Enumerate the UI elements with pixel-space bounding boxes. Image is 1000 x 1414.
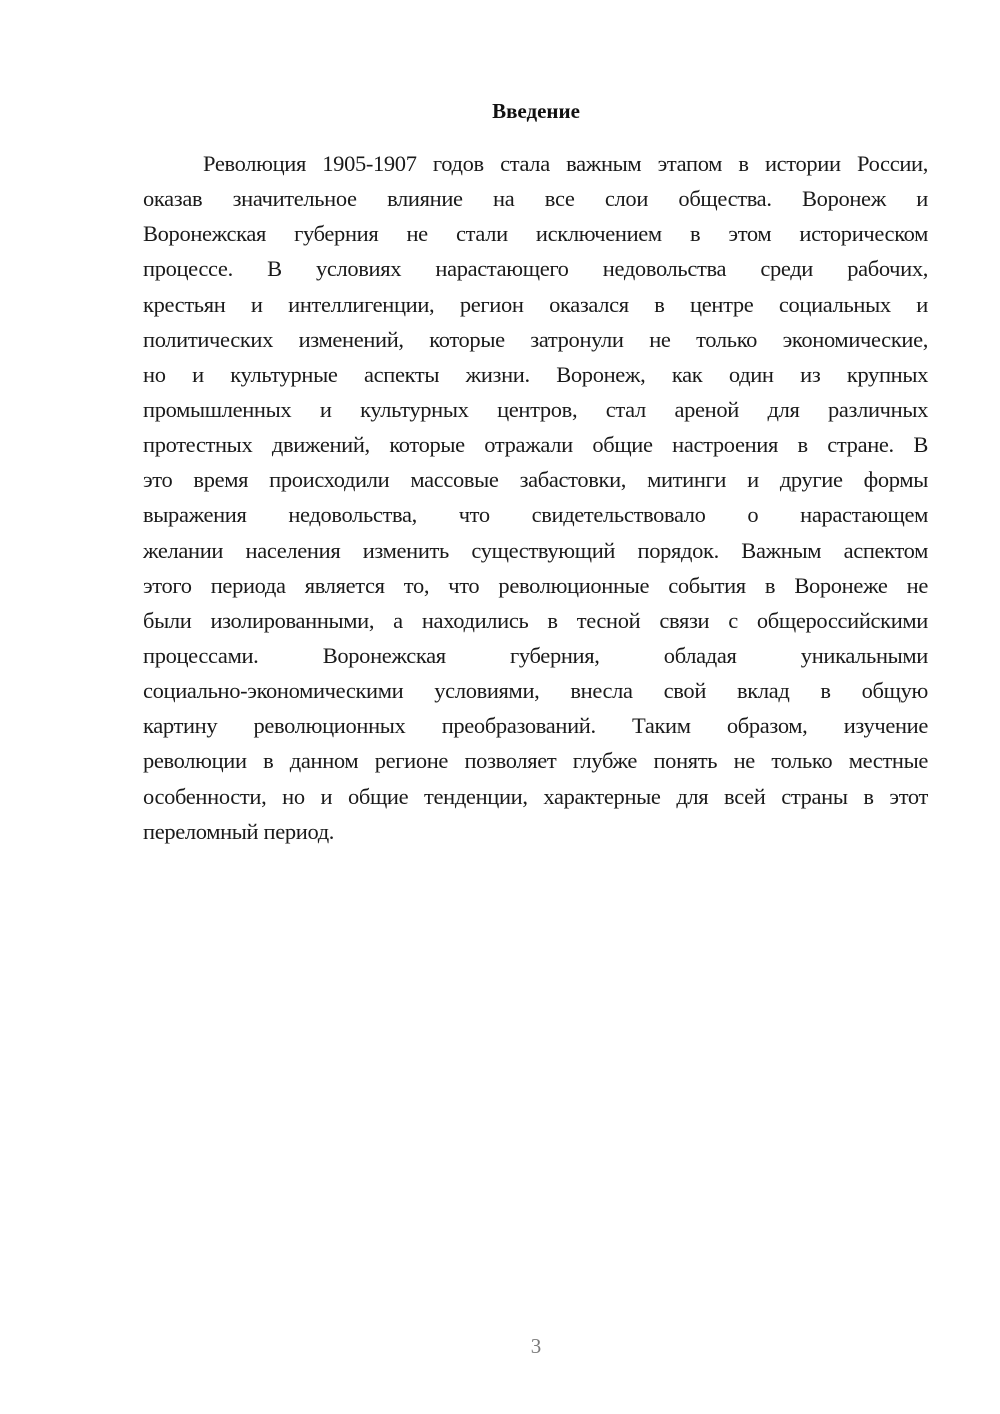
paragraph-line: но и культурные аспекты жизни. Воронеж, как один из крупных <box>143 361 928 387</box>
page-number: 3 <box>530 1334 542 1358</box>
paragraph-line: процессами. Воронежская губерния, обладая уникальными <box>143 642 928 668</box>
paragraph-line: переломный период. <box>143 818 335 844</box>
paragraph-line: крестьян и интеллигенции, регион оказался в центре социальных и <box>143 291 928 317</box>
paragraph-line: были изолированными, а находились в тесной связи с общероссийскими <box>143 607 928 633</box>
paragraph-line: протестных движений, которые отражали общие настроения в стране. В <box>143 432 928 458</box>
introduction-paragraph <box>143 146 928 849</box>
paragraph-line: Воронежская губерния не стали исключением в этом историческом <box>143 221 928 247</box>
section-heading: Введение <box>492 99 580 123</box>
paragraph-line: революции в данном регионе позволяет глубже понять не только местные <box>143 748 928 774</box>
paragraph-line: промышленных и культурных центров, стал ареной для различных <box>143 396 928 422</box>
paragraph-line: социально-экономическими условиями, внесла свой вклад в общую <box>143 678 928 704</box>
paragraph-line: этого периода является то, что революционные события в Воронеже не <box>143 572 928 598</box>
paragraph-line: выражения недовольства, что свидетельствовало о нарастающем <box>143 502 928 528</box>
paragraph-line: процессе. В условиях нарастающего недовольства среди рабочих, <box>143 256 928 282</box>
paragraph-line: Революция 1905-1907 годов стала важным этапом в истории России, <box>203 151 928 176</box>
paragraph-line: оказав значительное влияние на все слои общества. Воронеж и <box>143 186 928 212</box>
paragraph-line: желании населения изменить существующий порядок. Важным аспектом <box>143 537 928 563</box>
paragraph-line: особенности, но и общие тенденции, характерные для всей страны в этот <box>143 783 928 809</box>
paragraph-line: политических изменений, которые затронули не только экономические, <box>143 326 928 352</box>
paragraph-line: картину революционных преобразований. Таким образом, изучение <box>143 713 928 739</box>
paragraph-line: это время происходили массовые забастовки, митинги и другие формы <box>143 467 928 493</box>
